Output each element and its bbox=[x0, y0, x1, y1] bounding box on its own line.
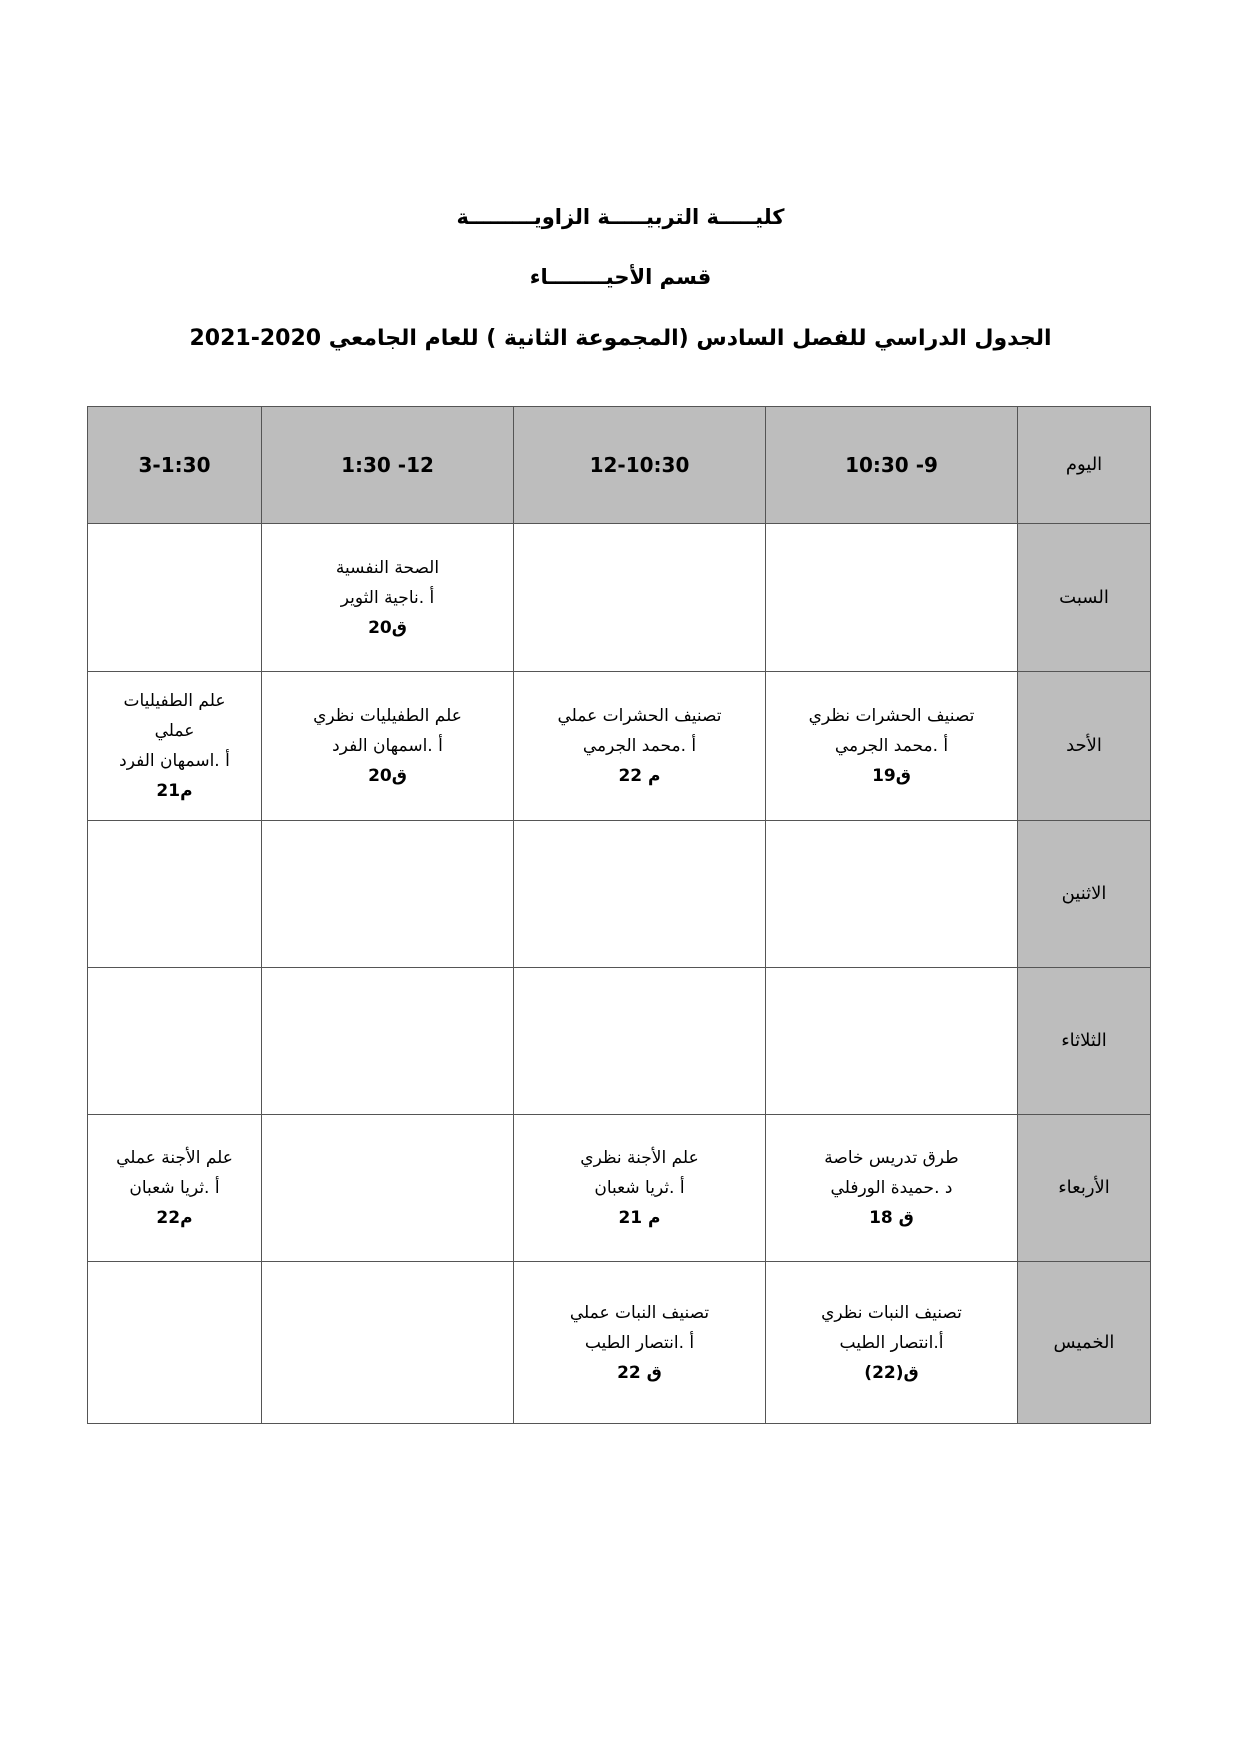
room-label: م 21 bbox=[618, 1208, 661, 1228]
room-label: ق 22 bbox=[617, 1362, 662, 1383]
table-row bbox=[88, 821, 1151, 968]
schedule-cell bbox=[262, 1262, 514, 1424]
table-row bbox=[88, 524, 1151, 672]
column-header-slot-2: 12-10:30 bbox=[514, 407, 766, 524]
course-name: تصنيف الحشرات نظري bbox=[808, 706, 975, 726]
instructor-name: أ .اسمهان الفرد bbox=[332, 736, 443, 756]
course-name: علم الأجنة عملي bbox=[116, 1148, 233, 1168]
schedule-cell bbox=[514, 524, 766, 672]
schedule-cell bbox=[262, 968, 514, 1115]
schedule-cell bbox=[514, 821, 766, 968]
schedule-cell bbox=[262, 524, 514, 672]
day-label: الأحد bbox=[1018, 672, 1151, 821]
course-name: علم الطفيليات bbox=[123, 691, 226, 711]
table-row bbox=[88, 672, 1151, 821]
course-name: علم الطفيليات نظري bbox=[313, 706, 462, 726]
day-label: الاثنين bbox=[1018, 821, 1151, 968]
day-label: السبت bbox=[1018, 524, 1151, 672]
course-name: علم الأجنة نظري bbox=[580, 1148, 699, 1168]
table-row bbox=[88, 968, 1151, 1115]
instructor-name: أ .محمد الجرمي bbox=[582, 736, 697, 756]
schedule-cell bbox=[88, 968, 262, 1115]
room-label: ق(22) bbox=[864, 1362, 919, 1383]
column-header-slot-1: 9- 10:30 bbox=[766, 407, 1018, 524]
course-name: تصنيف النبات نظري bbox=[821, 1302, 962, 1323]
schedule-cell bbox=[88, 821, 262, 968]
room-label: ق20 bbox=[368, 766, 407, 786]
schedule-cell bbox=[514, 968, 766, 1115]
college-title: كليـــــة التربيـــــة الزاويـــــــــة bbox=[456, 205, 785, 229]
department-title: قسم الأحيــــــــاء bbox=[529, 265, 712, 289]
instructor-name: أ .ناجية الثوير bbox=[340, 587, 435, 608]
schedule-cell bbox=[766, 968, 1018, 1115]
column-header-slot-3: 12- 1:30 bbox=[262, 407, 514, 524]
schedule-cell bbox=[262, 672, 514, 821]
schedule-table bbox=[87, 406, 1151, 1424]
day-label: الأربعاء bbox=[1018, 1115, 1151, 1262]
room-label: م21 bbox=[156, 781, 193, 801]
room-label: م 22 bbox=[618, 766, 661, 786]
day-label: الثلاثاء bbox=[1018, 968, 1151, 1115]
column-header-slot-4: 3-1:30 bbox=[88, 407, 262, 524]
course-name: الصحة النفسية bbox=[335, 557, 440, 578]
room-label: ق19 bbox=[872, 766, 911, 786]
course-name: تصنيف الحشرات عملي bbox=[557, 706, 722, 726]
schedule-cell bbox=[766, 524, 1018, 672]
schedule-title: الجدول الدراسي للفصل السادس (المجموعة الثانية ) للعام الجامعي 2020-2021 bbox=[189, 326, 1052, 351]
schedule-cell bbox=[262, 1115, 514, 1262]
schedule-cell bbox=[88, 1262, 262, 1424]
room-label: ق20 bbox=[368, 617, 407, 638]
room-label: م22 bbox=[156, 1208, 193, 1228]
schedule-cell bbox=[766, 821, 1018, 968]
course-name: تصنيف النبات عملي bbox=[569, 1302, 710, 1323]
column-header-day: اليوم bbox=[1018, 407, 1151, 524]
instructor-name: أ .انتصار الطيب bbox=[584, 1332, 695, 1353]
schedule-cell bbox=[514, 672, 766, 821]
instructor-name: أ .محمد الجرمي bbox=[834, 736, 949, 756]
schedule-cell bbox=[766, 672, 1018, 821]
instructor-name: أ.انتصار الطيب bbox=[839, 1332, 944, 1353]
schedule-cell bbox=[88, 1115, 262, 1262]
table-row bbox=[88, 1115, 1151, 1262]
instructor-name: د .حميدة الورفلي bbox=[830, 1178, 953, 1198]
day-label: الخميس bbox=[1018, 1262, 1151, 1424]
schedule-cell bbox=[262, 821, 514, 968]
schedule-cell bbox=[766, 1262, 1018, 1424]
course-type: عملي bbox=[154, 721, 195, 741]
instructor-name: أ .اسمهان الفرد bbox=[119, 751, 230, 771]
instructor-name: أ .ثريا شعبان bbox=[594, 1178, 685, 1198]
header-row bbox=[88, 407, 1151, 524]
schedule-cell bbox=[514, 1115, 766, 1262]
schedule-cell bbox=[766, 1115, 1018, 1262]
schedule-cell bbox=[514, 1262, 766, 1424]
schedule-cell bbox=[88, 672, 262, 821]
table-row bbox=[88, 1262, 1151, 1424]
schedule-cell bbox=[88, 524, 262, 672]
course-name: طرق تدريس خاصة bbox=[824, 1148, 959, 1168]
instructor-name: أ .ثريا شعبان bbox=[129, 1178, 220, 1198]
room-label: ق 18 bbox=[869, 1208, 914, 1228]
